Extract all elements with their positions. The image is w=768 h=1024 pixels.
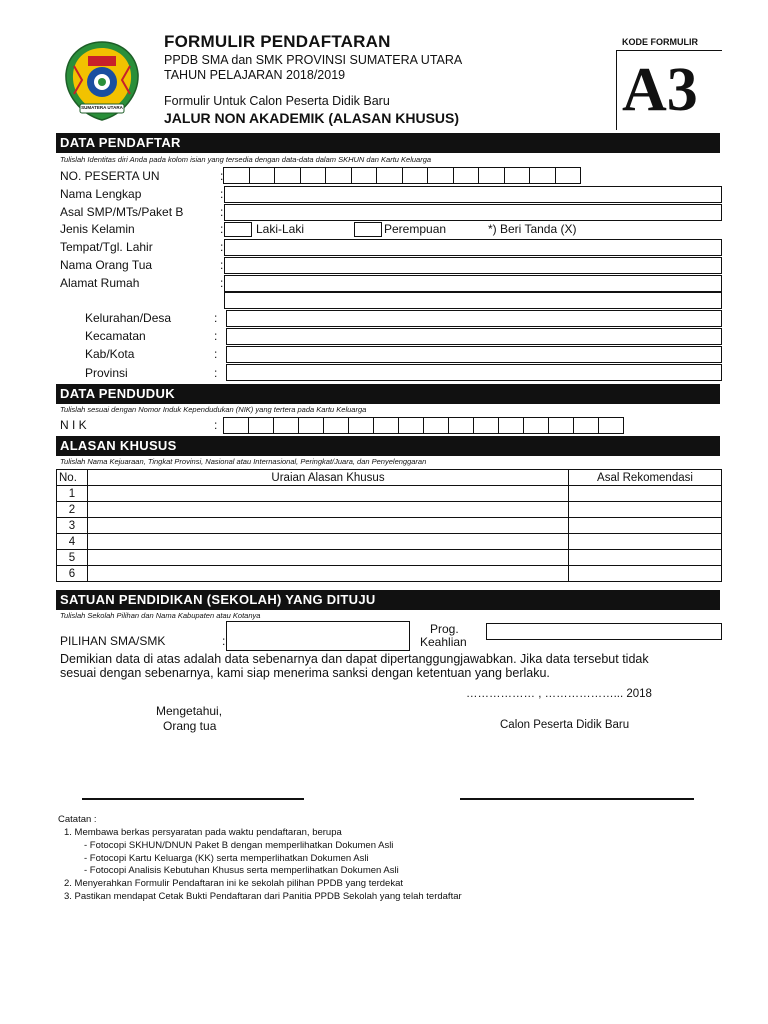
digit-cell[interactable] — [473, 417, 499, 434]
table-row — [57, 534, 722, 550]
label-orang-tua: Orang tua — [163, 719, 217, 733]
label-alamat-rumah: Alamat Rumah — [60, 276, 140, 290]
header-line-3: Formulir Untuk Calon Peserta Didik Baru — [164, 94, 390, 108]
signature-line-parent — [82, 798, 304, 800]
uraian-cell[interactable] — [88, 518, 569, 534]
catatan-item: - Fotocopi Analisis Kebutuhan Khusus serta memperlihatkan Dokumen Asli — [84, 865, 399, 876]
label-prog: Prog. — [430, 622, 459, 636]
uraian-cell[interactable] — [88, 534, 569, 550]
checkbox-laki-laki[interactable] — [224, 222, 252, 237]
digit-cell[interactable] — [248, 417, 274, 434]
colon: : — [222, 634, 226, 648]
table-row — [57, 486, 722, 502]
nik-cells[interactable] — [224, 417, 624, 434]
label-tempat-tgl-lahir: Tempat/Tgl. Lahir — [60, 240, 153, 254]
digit-cell[interactable] — [351, 167, 378, 184]
digit-cell[interactable] — [323, 417, 349, 434]
digit-cell[interactable] — [548, 417, 574, 434]
section-satuan-pendidikan: SATUAN PENDIDIKAN (SEKOLAH) YANG DITUJU — [56, 590, 720, 610]
label-kab-kota: Kab/Kota — [85, 347, 135, 361]
no-peserta-cells[interactable] — [224, 167, 581, 184]
digit-cell[interactable] — [325, 167, 352, 184]
digit-cell[interactable] — [573, 417, 599, 434]
digit-cell[interactable] — [555, 167, 582, 184]
declaration-line-1: Demikian data di atas adalah data sebenarnya dan dapat dipertanggungjawabkan. Jika data tersebut tidak — [60, 652, 649, 666]
label-nik: N I K — [60, 418, 87, 432]
colon: : — [214, 347, 218, 361]
digit-cell[interactable] — [223, 417, 249, 434]
signature-line-student — [460, 798, 694, 800]
label-keahlian: Keahlian — [420, 635, 467, 649]
asal-rekomendasi-cell[interactable] — [569, 502, 722, 518]
data-pendaftar-note: Tulislah Identitas diri Anda pada kolom isian yang tersedia dengan data-data dalam SKHUN dan Kartu Keluarga — [60, 155, 432, 164]
label-kecamatan: Kecamatan — [85, 329, 146, 343]
colon: : — [220, 276, 224, 290]
label-no-peserta: NO. PESERTA UN — [60, 169, 160, 183]
data-penduduk-note: Tulislah sesuai dengan Nomor Induk Kependudukan (NIK) yang tertera pada Kartu Keluarga — [60, 405, 367, 414]
form-title: FORMULIR PENDAFTARAN — [164, 32, 391, 51]
digit-cell[interactable] — [300, 167, 327, 184]
catatan-item: - Fotocopi SKHUN/DNUN Paket B dengan memperlihatkan Dokumen Asli — [84, 840, 394, 851]
kecamatan-field[interactable] — [226, 328, 722, 345]
checkbox-perempuan[interactable] — [354, 222, 382, 237]
asal-rekomendasi-cell[interactable] — [569, 550, 722, 566]
digit-cell[interactable] — [453, 167, 480, 184]
nama-orang-tua-field[interactable] — [224, 257, 722, 274]
digit-cell[interactable] — [478, 167, 505, 184]
digit-cell[interactable] — [598, 417, 624, 434]
col-asal-rekomendasi: Asal Rekomendasi — [569, 470, 722, 486]
digit-cell[interactable] — [298, 417, 324, 434]
table-row — [57, 518, 722, 534]
declaration-line-2: sesuai dengan sebenarnya, kami siap menerima sanksi dengan ketentuan yang berlaku. — [60, 666, 550, 680]
colon: : — [214, 366, 218, 380]
label-nama-orang-tua: Nama Orang Tua — [60, 258, 153, 272]
kode-formulir-value: A3 — [622, 56, 698, 124]
digit-cell[interactable] — [373, 417, 399, 434]
digit-cell[interactable] — [529, 167, 556, 184]
catatan-item: 3. Pastikan mendapat Cetak Bukti Pendaftaran dari Panitia PPDB Sekolah yang telah terdaftar — [64, 891, 462, 902]
digit-cell[interactable] — [523, 417, 549, 434]
nama-lengkap-field[interactable] — [224, 186, 722, 203]
colon: : — [220, 258, 224, 272]
colon: : — [214, 329, 218, 343]
provinsi-field[interactable] — [226, 364, 722, 381]
alasan-khusus-table — [56, 469, 722, 582]
label-beri-tanda: *) Beri Tanda (X) — [488, 222, 577, 236]
row-number: 4 — [57, 534, 88, 550]
digit-cell[interactable] — [423, 417, 449, 434]
pilihan-sekolah-field[interactable] — [226, 621, 410, 651]
label-pilihan-sma-smk: PILIHAN SMA/SMK — [60, 634, 166, 648]
alamat-rumah-field[interactable] — [224, 275, 722, 292]
uraian-cell[interactable] — [88, 502, 569, 518]
kode-formulir-label: KODE FORMULIR — [622, 37, 698, 47]
label-calon-peserta: Calon Peserta Didik Baru — [500, 719, 630, 731]
section-data-pendaftar: DATA PENDAFTAR — [56, 133, 720, 153]
colon: : — [220, 222, 224, 236]
kelurahan-field[interactable] — [226, 310, 722, 327]
table-row — [57, 502, 722, 518]
provincial-emblem — [60, 36, 144, 126]
asal-rekomendasi-cell[interactable] — [569, 534, 722, 550]
digit-cell[interactable] — [223, 167, 250, 184]
label-nama-lengkap: Nama Lengkap — [60, 187, 142, 201]
digit-cell[interactable] — [498, 417, 524, 434]
catatan-item: 2. Menyerahkan Formulir Pendaftaran ini ke sekolah pilihan PPDB yang terdekat — [64, 878, 404, 889]
alasan-khusus-note: Tulislah Nama Kejuaraan, Tingkat Provinsi, Nasional atau Internasional, Peringkat/Juara, dan Penyelenggaran — [60, 457, 427, 466]
label-kelurahan: Kelurahan/Desa — [85, 311, 172, 325]
digit-cell[interactable] — [504, 167, 531, 184]
jalur-title: JALUR NON AKADEMIK (ALASAN KHUSUS) — [164, 110, 460, 126]
colon: : — [220, 205, 224, 219]
row-number: 1 — [57, 486, 88, 502]
table-header-row — [57, 470, 722, 486]
digit-cell[interactable] — [448, 417, 474, 434]
uraian-cell[interactable] — [88, 566, 569, 582]
label-mengetahui: Mengetahui, — [156, 704, 223, 718]
emblem-ribbon-text: SUMATERA UTARA — [81, 105, 123, 110]
header-line-2: TAHUN PELAJARAN 2018/2019 — [164, 68, 346, 82]
digit-cell[interactable] — [273, 417, 299, 434]
satuan-note: Tulislah Sekolah Pilihan dan Nama Kabupaten atau Kotanya — [60, 611, 261, 620]
colon: : — [220, 240, 224, 254]
digit-cell[interactable] — [274, 167, 301, 184]
section-data-penduduk: DATA PENDUDUK — [56, 384, 720, 404]
colon: : — [220, 169, 224, 183]
asal-rekomendasi-cell[interactable] — [569, 518, 722, 534]
header-line-1: PPDB SMA dan SMK PROVINSI SUMATERA UTARA — [164, 53, 463, 67]
catatan-title: Catatan : — [58, 814, 97, 825]
row-number: 5 — [57, 550, 88, 566]
label-jenis-kelamin: Jenis Kelamin — [60, 222, 135, 236]
label-asal-sekolah: Asal SMP/MTs/Paket B — [60, 205, 184, 219]
asal-rekomendasi-cell[interactable] — [569, 566, 722, 582]
kab-kota-field[interactable] — [226, 346, 722, 363]
signature-date: ……………… , ………………... 2018 — [466, 688, 652, 700]
row-number: 6 — [57, 566, 88, 582]
col-uraian: Uraian Alasan Khusus — [88, 470, 569, 486]
col-no: No. — [57, 470, 88, 486]
section-alasan-khusus: ALASAN KHUSUS — [56, 436, 720, 456]
digit-cell[interactable] — [398, 417, 424, 434]
asal-rekomendasi-cell[interactable] — [569, 486, 722, 502]
digit-cell[interactable] — [376, 167, 403, 184]
label-perempuan: Perempuan — [384, 222, 447, 236]
alamat-rumah-field-2[interactable] — [224, 292, 722, 309]
label-laki-laki: Laki-Laki — [256, 222, 305, 236]
row-number: 2 — [57, 502, 88, 518]
uraian-cell[interactable] — [88, 550, 569, 566]
row-number: 3 — [57, 518, 88, 534]
colon: : — [214, 311, 218, 325]
table-row — [57, 550, 722, 566]
digit-cell[interactable] — [249, 167, 276, 184]
digit-cell[interactable] — [427, 167, 454, 184]
digit-cell[interactable] — [348, 417, 374, 434]
tempat-tgl-lahir-field[interactable] — [224, 239, 722, 256]
catatan-item: 1. Membawa berkas persyaratan pada waktu pendaftaran, berupa — [64, 827, 342, 838]
colon: : — [214, 418, 218, 432]
colon: : — [220, 187, 224, 201]
prog-keahlian-field[interactable] — [486, 623, 722, 640]
asal-sekolah-field[interactable] — [224, 204, 722, 221]
label-provinsi: Provinsi — [85, 366, 128, 380]
table-row — [57, 566, 722, 582]
uraian-cell[interactable] — [88, 486, 569, 502]
digit-cell[interactable] — [402, 167, 429, 184]
catatan-item: - Fotocopi Kartu Keluarga (KK) serta memperlihatkan Dokumen Asli — [84, 853, 369, 864]
